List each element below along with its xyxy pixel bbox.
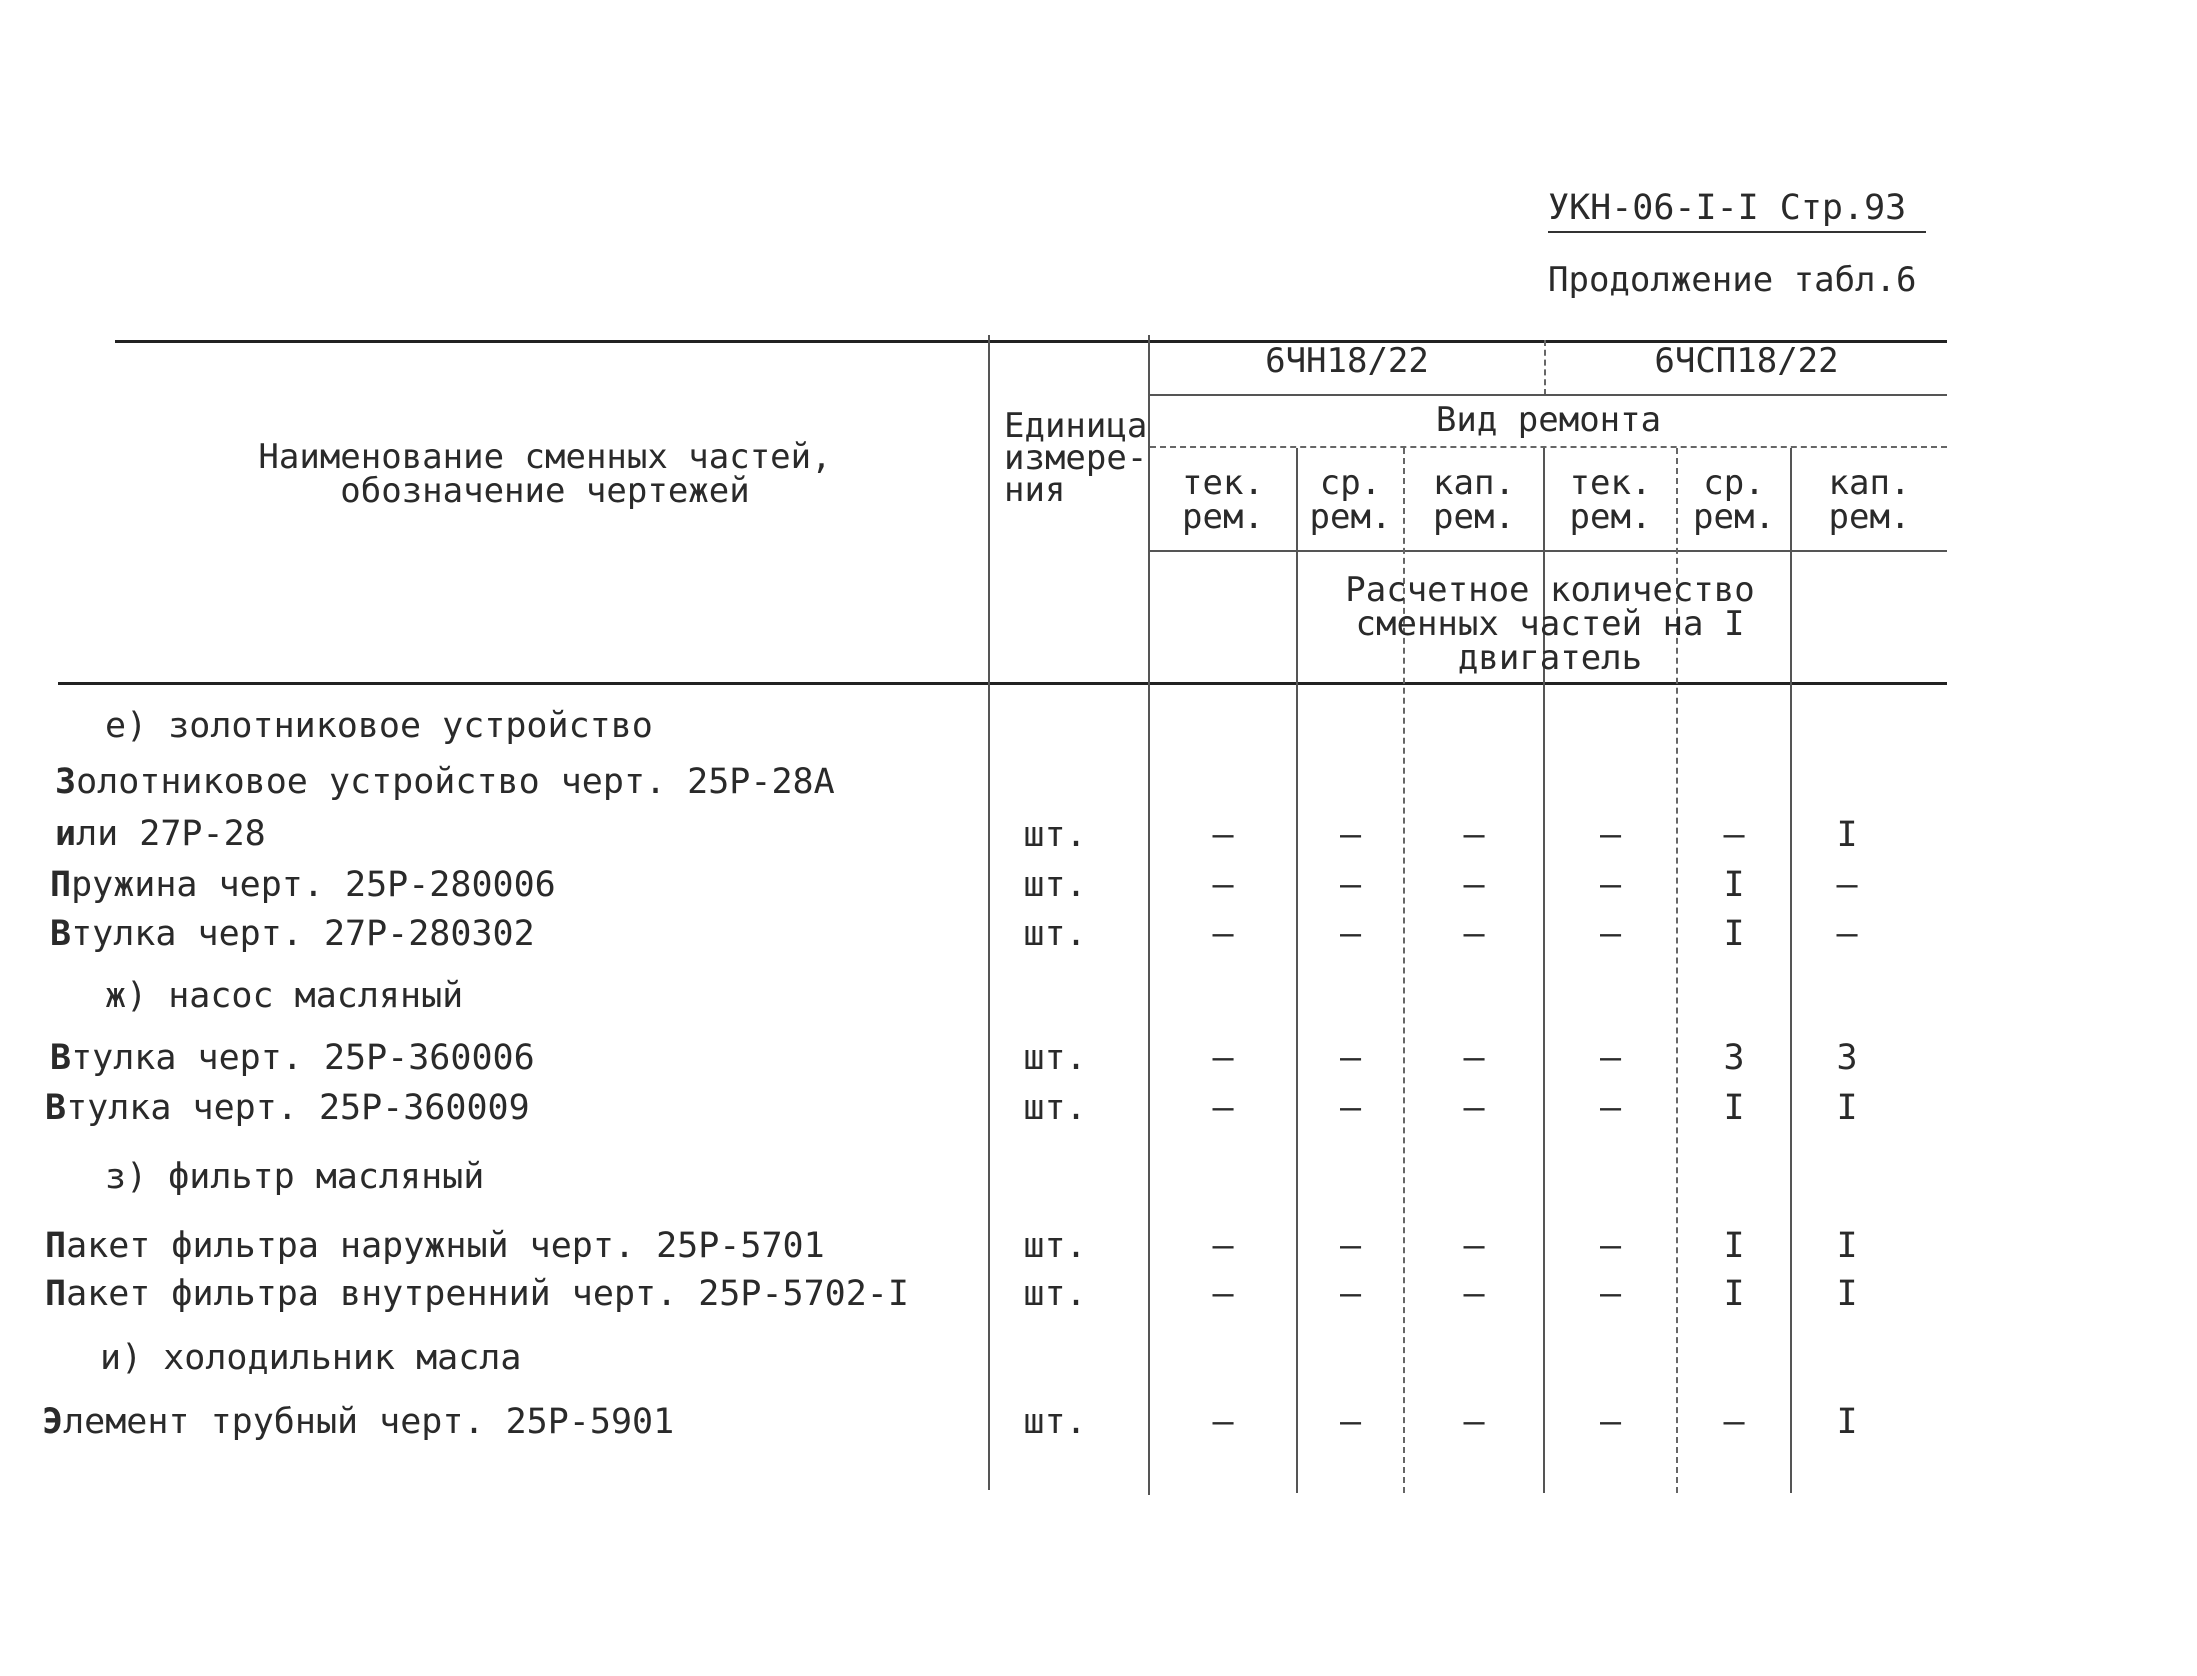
row-value: – — [1339, 815, 1362, 855]
row-value: 3 — [1723, 1038, 1745, 1078]
row-value: – — [1723, 1402, 1745, 1442]
row-value: – — [1463, 1088, 1485, 1128]
header-repair-col-2: ср. рем. — [1309, 463, 1392, 537]
row-name-continued: или 27Р-28 — [55, 814, 266, 854]
row-value: – — [1212, 1402, 1234, 1442]
row-value: – — [1599, 1226, 1622, 1266]
row-name: Пакет фильтра наружный черт. 25Р-5701 — [45, 1226, 825, 1266]
row-value: – — [1463, 1402, 1485, 1442]
row-unit: шт. — [1023, 865, 1087, 905]
row-value: – — [1463, 815, 1485, 855]
row-value: – — [1463, 1038, 1485, 1078]
section-heading: е) золотниковое устройство — [105, 706, 653, 746]
divider-name-unit — [988, 335, 990, 1490]
row-value: – — [1836, 865, 1858, 905]
row-value: I — [1723, 1226, 1745, 1266]
row-name: Пружина черт. 25Р-280006 — [50, 865, 556, 905]
row-value: – — [1599, 1402, 1622, 1442]
row-value: I — [1836, 1402, 1858, 1442]
row-value: – — [1212, 914, 1234, 954]
section-heading: ж) насос масляный — [105, 976, 464, 1016]
row-value: – — [1463, 1226, 1485, 1266]
row-unit: шт. — [1023, 914, 1087, 954]
row-value: – — [1339, 1226, 1362, 1266]
row-value: – — [1212, 1038, 1234, 1078]
row-unit: шт. — [1023, 1226, 1087, 1266]
row-value: – — [1599, 865, 1622, 905]
row-name: Элемент трубный черт. 25Р-5901 — [42, 1402, 675, 1442]
row-value: – — [1212, 865, 1234, 905]
header-repair-type: Вид ремонта — [1435, 400, 1662, 440]
row-value: I — [1723, 914, 1745, 954]
row-value: – — [1212, 1088, 1234, 1128]
row-unit: шт. — [1023, 1038, 1087, 1078]
header-repair-col-6: кап. рем. — [1828, 463, 1911, 537]
row-value: – — [1212, 815, 1234, 855]
row-value: 3 — [1836, 1038, 1858, 1078]
row-name: Золотниковое устройство черт. 25Р-28А — [55, 762, 835, 802]
header-engine-1: 6ЧН18/22 — [1265, 341, 1429, 381]
row-value: I — [1836, 1088, 1858, 1128]
section-heading: з) фильтр масляный — [105, 1157, 485, 1197]
row-value: – — [1463, 914, 1485, 954]
table-header-bottom-rule — [58, 682, 1947, 685]
row-value: – — [1723, 815, 1745, 855]
header-repair-col-5: ср. рем. — [1693, 463, 1775, 537]
row-value: – — [1339, 1274, 1362, 1314]
table-continuation-label: Продолжение табл.6 — [1548, 260, 1917, 300]
row-value: – — [1339, 865, 1362, 905]
row-value: – — [1339, 914, 1362, 954]
row-value: – — [1599, 1274, 1622, 1314]
row-value: – — [1599, 914, 1622, 954]
row-value: – — [1463, 1274, 1485, 1314]
page-reference-underline — [1548, 231, 1926, 233]
repair-cols-bottom-line — [1150, 550, 1947, 552]
section-heading: и) холодильник масла — [100, 1338, 522, 1378]
row-name: Втулка черт. 27Р-280302 — [50, 914, 535, 954]
row-value: – — [1339, 1088, 1362, 1128]
row-name: Втулка черт. 25Р-360006 — [50, 1038, 535, 1078]
header-repair-col-3: кап. рем. — [1433, 463, 1515, 537]
row-value: – — [1599, 1088, 1622, 1128]
row-unit: шт. — [1023, 1402, 1087, 1442]
row-value: I — [1723, 1274, 1745, 1314]
row-value: – — [1339, 1402, 1362, 1442]
row-value: – — [1599, 815, 1622, 855]
row-name: Пакет фильтра внутренний черт. 25Р-5702-I — [45, 1274, 909, 1314]
row-name: Втулка черт. 25Р-360009 — [45, 1088, 530, 1128]
header-quantity: Расчетное количество сменных частей на I двигатель — [1345, 570, 1755, 678]
row-value: I — [1836, 1226, 1858, 1266]
row-value: I — [1723, 865, 1745, 905]
row-value: – — [1463, 865, 1485, 905]
row-value: I — [1723, 1088, 1745, 1128]
row-value: – — [1599, 1038, 1622, 1078]
row-unit: шт. — [1023, 1274, 1087, 1314]
row-unit: шт. — [1023, 815, 1087, 855]
header-name: Наименование сменных частей, обозначение чертежей — [258, 437, 832, 511]
engine-row-bottom-line — [1150, 394, 1947, 396]
repair-type-row-bottom-line — [1150, 446, 1947, 448]
row-unit: шт. — [1023, 1088, 1087, 1128]
row-value: I — [1836, 1274, 1858, 1314]
row-value: – — [1836, 914, 1858, 954]
row-value: – — [1212, 1274, 1234, 1314]
header-engine-2: 6ЧСП18/22 — [1654, 341, 1839, 381]
row-value: – — [1212, 1226, 1234, 1266]
page-reference: УКН-06-І-І Стр.93 — [1548, 188, 1907, 228]
row-value: – — [1339, 1038, 1362, 1078]
header-repair-col-1: тек. рем. — [1182, 463, 1264, 537]
row-value: I — [1836, 815, 1858, 855]
header-unit: Единица измере- ния — [1004, 406, 1148, 510]
header-repair-col-4: тек. рем. — [1569, 463, 1652, 537]
